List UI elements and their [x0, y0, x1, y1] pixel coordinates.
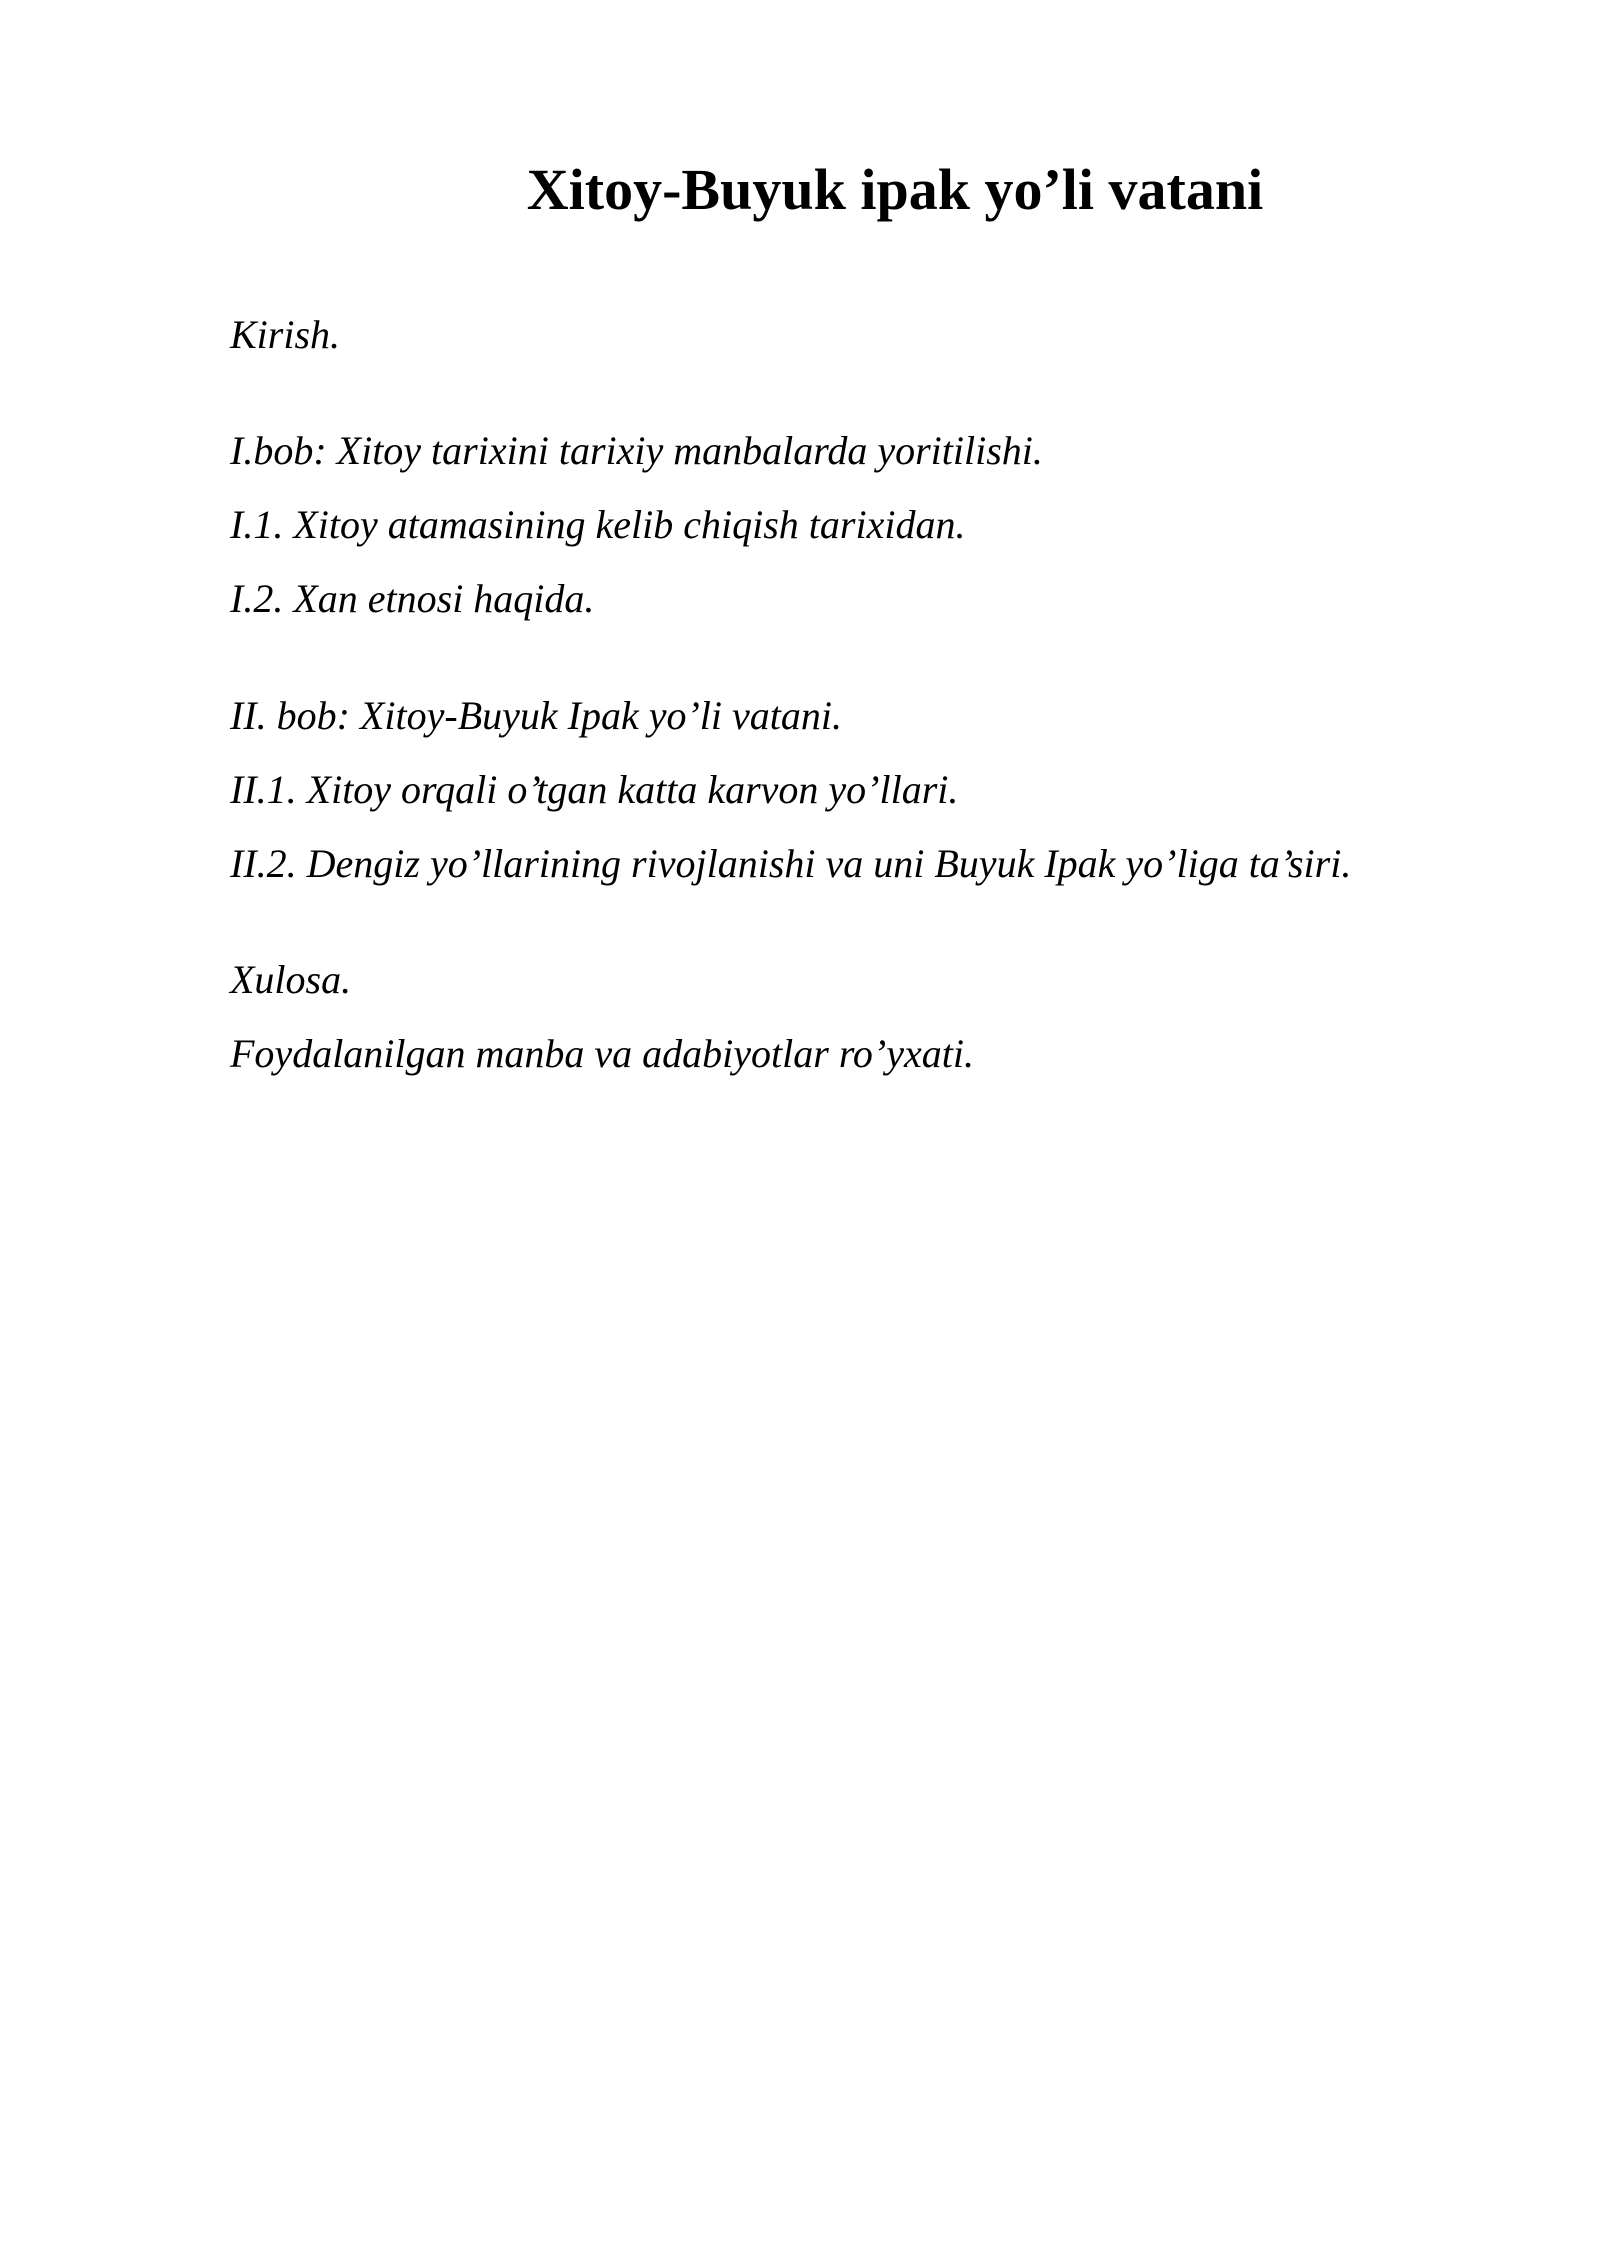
- toc-item-section-2-1: II.1. Xitoy orqali o’tgan katta karvon yo’llari.: [230, 767, 959, 812]
- toc-item-references: Foydalanilgan manba va adabiyotlar ro’yxati.: [230, 1031, 974, 1076]
- toc-item-section-1-2: I.2. Xan etnosi haqida.: [230, 576, 595, 621]
- toc-item-chapter-1: I.bob: Xitoy tarixini tarixiy manbalarda yoritilishi.: [230, 428, 1043, 473]
- document-title: Xitoy-Buyuk ipak yo’li vatani: [526, 157, 1264, 222]
- toc-item-intro: Kirish.: [230, 312, 341, 357]
- toc-item-section-2-2: II.2. Dengiz yo’llarining rivojlanishi va uni Buyuk Ipak yo’liga ta’siri.: [230, 841, 1352, 886]
- toc-item-conclusion: Xulosa.: [230, 957, 352, 1002]
- toc-item-section-1-1: I.1. Xitoy atamasining kelib chiqish tarixidan.: [230, 502, 966, 547]
- toc-item-chapter-2: II. bob: Xitoy-Buyuk Ipak yo’li vatani.: [230, 693, 842, 738]
